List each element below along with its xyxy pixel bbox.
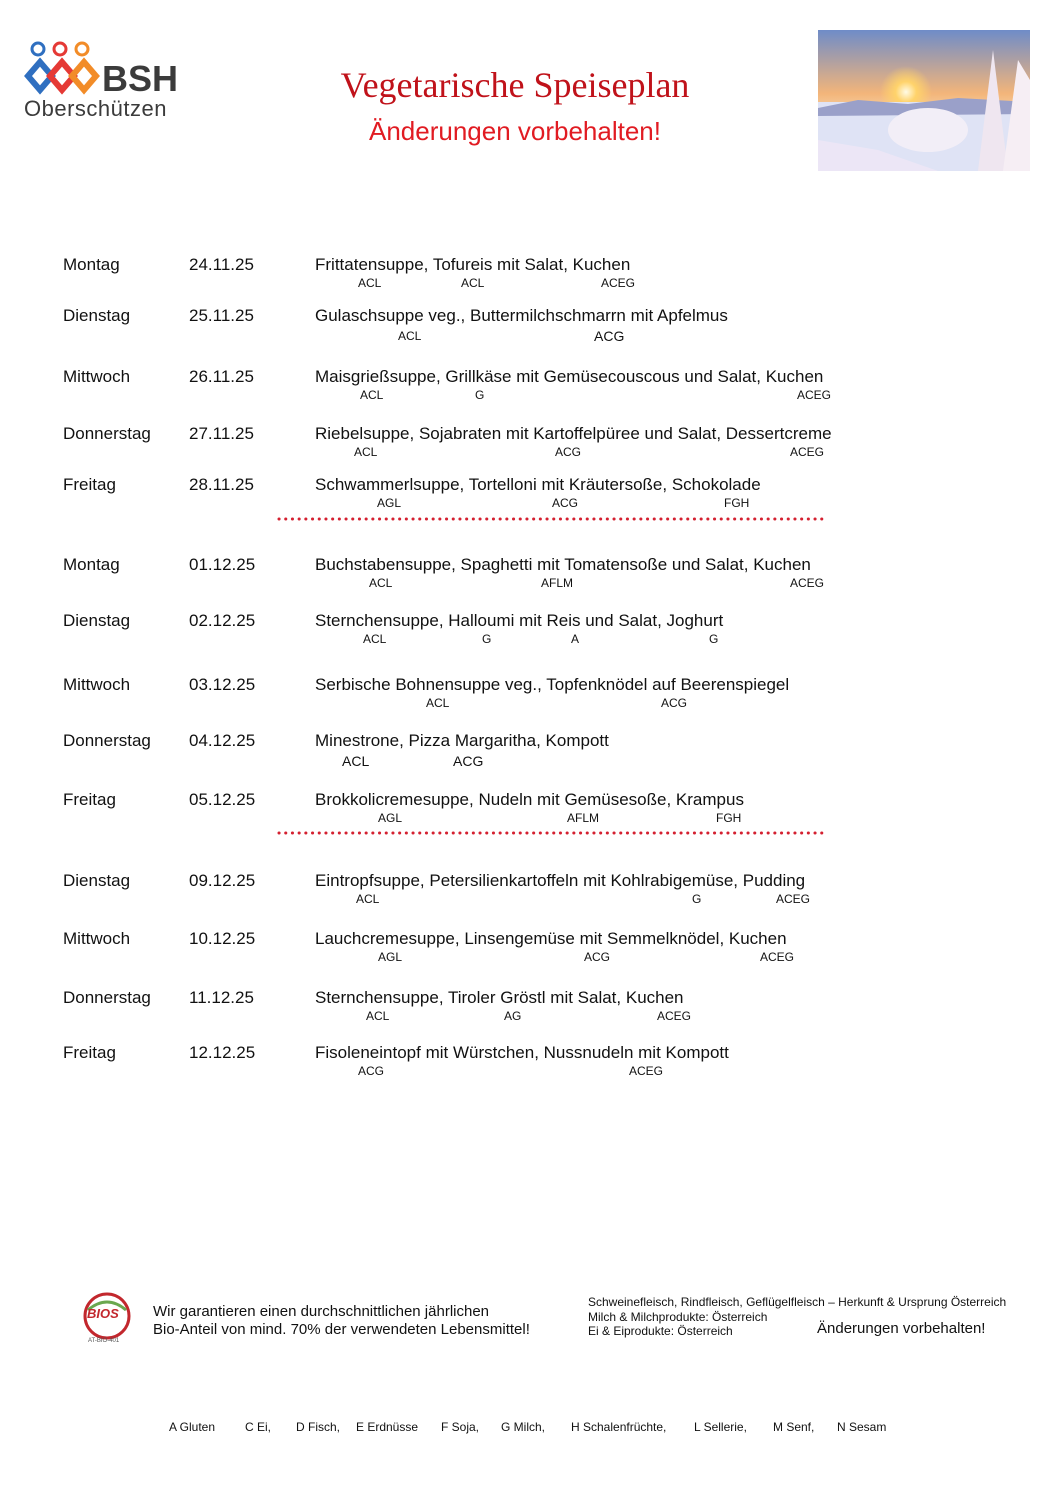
bios-certification-logo <box>78 1290 136 1348</box>
allergen-legend-item: E Erdnüsse <box>356 1420 419 1434</box>
allergen-code: ACG <box>555 445 582 459</box>
allergen-code: ACL <box>369 576 393 590</box>
allergen-code: G <box>692 892 702 906</box>
menu-day: Mittwoch <box>63 675 131 694</box>
menu-dish: Frittatensuppe, Tofureis mit Salat, Kuchen <box>315 255 631 274</box>
bios-code: AT-BIO-401 <box>88 1338 120 1344</box>
allergen-code: ACEG <box>790 576 825 590</box>
menu-date: 12.12.25 <box>189 1043 256 1062</box>
allergen-code: ACL <box>356 892 380 906</box>
menu-date: 28.11.25 <box>189 475 254 494</box>
menu-date: 11.12.25 <box>189 988 254 1007</box>
week-separator <box>277 829 829 837</box>
menu-day: Freitag <box>63 1043 116 1062</box>
allergen-code: ACL <box>426 696 450 710</box>
menu-row <box>0 988 1058 1028</box>
logo-rings-icon <box>24 40 104 100</box>
bio-text-line: Wir garantieren einen durchschnittlichen jährlichen <box>153 1303 490 1320</box>
footer-note: Änderungen vorbehalten! <box>817 1320 986 1337</box>
allergen-code: ACL <box>398 329 422 343</box>
origin-line: Ei & Eiprodukte: Österreich <box>588 1324 733 1338</box>
menu-row <box>0 475 1058 515</box>
menu-day: Dienstag <box>63 306 131 325</box>
allergen-code: ACG <box>453 753 484 769</box>
allergen-code: G <box>709 632 719 646</box>
menu-date: 01.12.25 <box>189 555 256 574</box>
menu-date: 09.12.25 <box>189 871 256 890</box>
menu-day: Montag <box>63 555 120 574</box>
bio-text-line: Bio-Anteil von mind. 70% der verwendeten Lebensmittel! <box>153 1321 530 1338</box>
allergen-legend-item: H Schalenfrüchte, <box>571 1420 667 1434</box>
allergen-legend-item: A Gluten <box>169 1420 216 1434</box>
menu-dish: Fisoleneintopf mit Würstchen, Nussnudeln mit Kompott <box>315 1043 729 1062</box>
menu-day: Dienstag <box>63 611 131 630</box>
menu-dish: Serbische Bohnensuppe veg., Topfenknödel auf Beerenspiegel <box>315 675 790 694</box>
menu-row <box>0 255 1058 295</box>
menu-date: 24.11.25 <box>189 255 254 274</box>
menu-date: 26.11.25 <box>189 367 254 386</box>
menu-dish: Gulaschsuppe veg., Buttermilchschmarrn mit Apfelmus <box>315 306 728 325</box>
allergen-legend-item: N Sesam <box>837 1420 887 1434</box>
allergen-code: ACG <box>661 696 688 710</box>
menu-date: 25.11.25 <box>189 306 254 325</box>
menu-dish: Schwammerlsuppe, Tortelloni mit Kräutersoße, Schokolade <box>315 475 761 494</box>
allergen-code: FGH <box>716 811 742 825</box>
menu-day: Donnerstag <box>63 731 151 750</box>
allergen-code: ACL <box>354 445 378 459</box>
menu-day: Freitag <box>63 790 116 809</box>
menu-dish: Sternchensuppe, Tiroler Gröstl mit Salat, Kuchen <box>315 988 684 1007</box>
menu-row <box>0 871 1058 911</box>
menu-row <box>0 929 1058 969</box>
allergen-code: ACEG <box>776 892 811 906</box>
bsh-logo <box>24 40 209 125</box>
allergen-legend-item: C Ei, <box>245 1420 272 1434</box>
allergen-code: ACEG <box>760 950 795 964</box>
allergen-code: AG <box>504 1009 522 1023</box>
menu-row <box>0 424 1058 464</box>
allergen-code: ACEG <box>797 388 832 402</box>
allergen-code: A <box>571 632 580 646</box>
allergen-code: AFLM <box>541 576 574 590</box>
logo-brand: BSH <box>102 58 179 99</box>
menu-date: 04.12.25 <box>189 731 256 750</box>
allergen-code: ACL <box>366 1009 390 1023</box>
allergen-legend-item: L Sellerie, <box>694 1420 747 1434</box>
bios-label: BIOS <box>87 1306 119 1321</box>
allergen-code: ACEG <box>657 1009 692 1023</box>
allergen-code: AGL <box>377 496 402 510</box>
menu-day: Donnerstag <box>63 988 151 1007</box>
allergen-code: ACL <box>363 632 387 646</box>
menu-row <box>0 367 1058 407</box>
origin-line: Schweinefleisch, Rindfleisch, Geflügelfleisch – Herkunft & Ursprung Österreich <box>588 1295 1007 1309</box>
allergen-code: ACG <box>594 328 625 344</box>
allergen-code: ACEG <box>790 445 825 459</box>
menu-dish: Minestrone, Pizza Margaritha, Kompott <box>315 731 609 750</box>
menu-date: 03.12.25 <box>189 675 256 694</box>
menu-row <box>0 675 1058 715</box>
menu-row <box>0 555 1058 595</box>
allergen-legend-item: F Soja, <box>441 1420 480 1434</box>
page-subtitle: Änderungen vorbehalten! <box>368 116 661 146</box>
allergen-code: ACG <box>552 496 579 510</box>
allergen-code: ACL <box>360 388 384 402</box>
menu-row <box>0 731 1058 771</box>
menu-dish: Sternchensuppe, Halloumi mit Reis und Salat, Joghurt <box>315 611 724 630</box>
allergen-code: ACEG <box>629 1064 664 1078</box>
menu-date: 02.12.25 <box>189 611 256 630</box>
menu-date: 10.12.25 <box>189 929 256 948</box>
menu-date: 27.11.25 <box>189 424 254 443</box>
allergen-legend-item: D Fisch, <box>296 1420 341 1434</box>
menu-day: Mittwoch <box>63 929 131 948</box>
origin-line: Milch & Milchprodukte: Österreich <box>588 1309 768 1324</box>
logo-subtitle: Oberschützen <box>24 96 167 121</box>
winter-sunset-image <box>818 30 1030 171</box>
allergen-code: ACL <box>342 753 370 769</box>
menu-row <box>0 306 1058 346</box>
week-separator <box>277 515 829 523</box>
allergen-code: AGL <box>378 950 403 964</box>
allergen-code: AFLM <box>567 811 600 825</box>
menu-day: Mittwoch <box>63 367 131 386</box>
menu-dish: Buchstabensuppe, Spaghetti mit Tomatensoße und Salat, Kuchen <box>315 555 811 574</box>
page-title: Vegetarische Speiseplan <box>340 65 690 105</box>
menu-date: 05.12.25 <box>189 790 256 809</box>
menu-row <box>0 790 1058 830</box>
menu-row <box>0 611 1058 651</box>
menu-dish: Brokkolicremesuppe, Nudeln mit Gemüsesoße, Krampus <box>315 790 744 809</box>
menu-dish: Eintropfsuppe, Petersilienkartoffeln mit Kohlrabigemüse, Pudding <box>315 871 806 890</box>
allergen-code: G <box>475 388 485 402</box>
menu-row <box>0 1043 1058 1083</box>
menu-dish: Lauchcremesuppe, Linsengemüse mit Semmelknödel, Kuchen <box>315 929 787 948</box>
allergen-code: G <box>482 632 492 646</box>
allergen-legend-item: G Milch, <box>501 1420 546 1434</box>
allergen-legend-item: M Senf, <box>773 1420 815 1434</box>
allergen-code: ACL <box>358 276 382 290</box>
allergen-code: ACG <box>358 1064 385 1078</box>
allergen-code: FGH <box>724 496 750 510</box>
menu-day: Dienstag <box>63 871 131 890</box>
allergen-code: ACEG <box>601 276 636 290</box>
allergen-code: AGL <box>378 811 403 825</box>
menu-day: Montag <box>63 255 120 274</box>
menu-dish: Maisgrießsuppe, Grillkäse mit Gemüsecouscous und Salat, Kuchen <box>315 367 824 386</box>
allergen-code: ACL <box>461 276 485 290</box>
bio-guarantee-text <box>153 1303 530 1339</box>
menu-dish: Riebelsuppe, Sojabraten mit Kartoffelpüree und Salat, Dessertcreme <box>315 424 832 443</box>
menu-day: Freitag <box>63 475 116 494</box>
menu-day: Donnerstag <box>63 424 151 443</box>
allergen-code: ACG <box>584 950 611 964</box>
